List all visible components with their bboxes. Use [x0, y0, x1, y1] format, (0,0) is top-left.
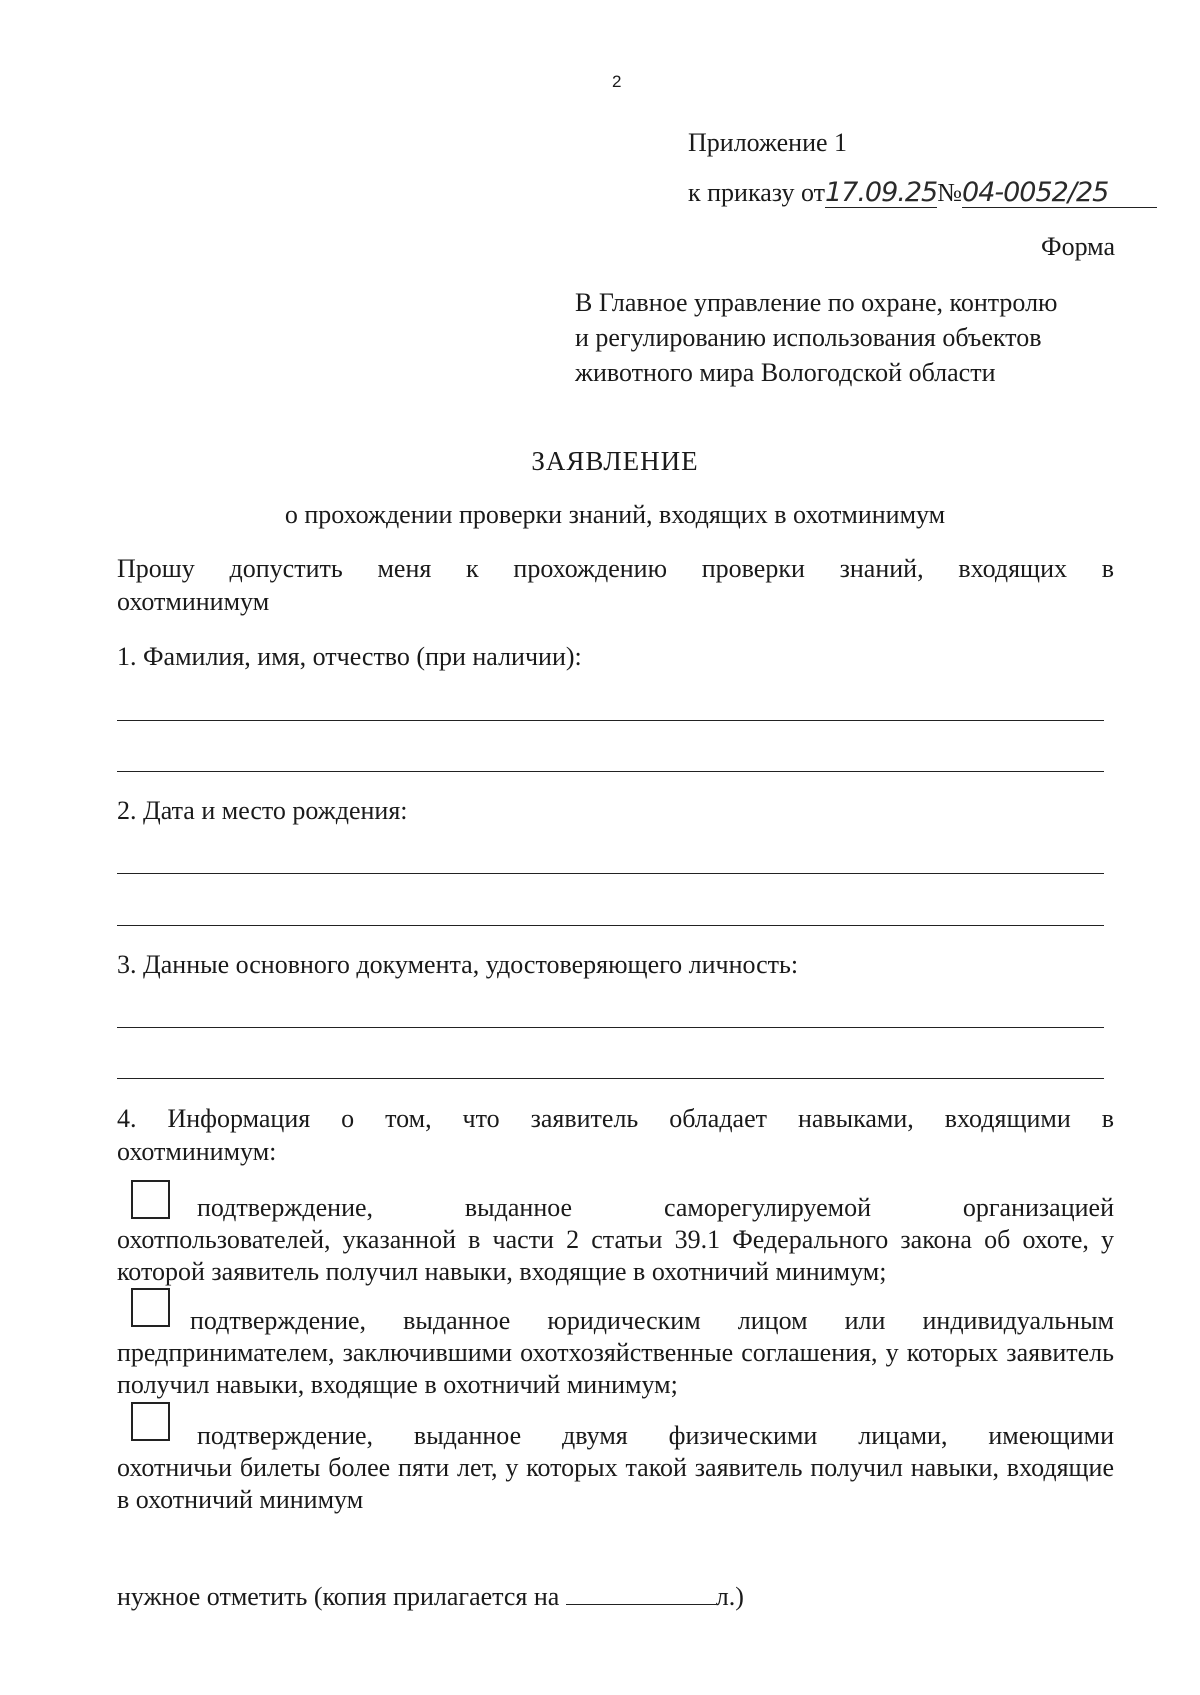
fill-line-fio-1[interactable] — [117, 720, 1104, 721]
section-4-line: охотминимум: — [117, 1137, 277, 1166]
section-4-label — [117, 1102, 1114, 1168]
section-2-label: 2. Дата и место рождения: — [117, 796, 408, 825]
intro-line: Прошу допустить меня к прохождению проверки знаний, входящих в — [117, 554, 1114, 583]
document-title: ЗАЯВЛЕНИЕ — [531, 446, 699, 476]
pages-count-field[interactable] — [566, 1580, 716, 1605]
section-4-line: 4. Информация о том, что заявитель обладает навыками, входящими в — [117, 1104, 1114, 1133]
addressee-block — [575, 285, 1115, 390]
section-1-label: 1. Фамилия, имя, отчество (при наличии): — [117, 642, 582, 671]
fill-line-birth-1[interactable] — [117, 873, 1104, 874]
option-2-first-line: подтверждение, выданное юридическим лицом или индивидуальным — [190, 1306, 1114, 1335]
note-suffix: л.) — [715, 1582, 744, 1611]
order-date-handwritten: 17.09.25 — [824, 177, 938, 208]
fill-line-id-doc-2[interactable] — [117, 1078, 1104, 1079]
number-sign: № — [937, 178, 963, 207]
option-2 — [117, 1305, 1114, 1401]
intro-paragraph — [117, 552, 1114, 618]
order-number-handwritten: 04-0052/25 — [962, 179, 1157, 208]
order-reference — [688, 178, 1157, 208]
option-3-first-line: подтверждение, выданное двумя физическими лицами, имеющими — [197, 1421, 1114, 1450]
option-3-text: охотничьи билеты более пяти лет, у которых такой заявитель получил навыки, входящие в охотничий минимум — [117, 1453, 1114, 1514]
attachment-note — [117, 1580, 744, 1612]
option-2-text: предпринимателем, заключившими охотхозяйственные соглашения, у которых заявитель получил навыки, входящие в охотничий минимум; — [117, 1338, 1114, 1399]
option-1 — [117, 1192, 1114, 1288]
section-3-label: 3. Данные основного документа, удостоверяющего личность: — [117, 950, 799, 979]
note-prefix: нужное отметить (копия прилагается на — [117, 1582, 560, 1611]
fill-line-id-doc-1[interactable] — [117, 1027, 1104, 1028]
order-prefix: к приказу от — [688, 178, 825, 207]
addressee-line: В Главное управление по охране, контролю — [575, 288, 1058, 317]
appendix-label: Приложение 1 — [688, 128, 848, 157]
option-3 — [117, 1420, 1114, 1516]
document-subtitle: о прохождении проверки знаний, входящих в охотминимум — [284, 500, 946, 529]
option-1-text: охотпользователей, указанной в части 2 статьи 39.1 Федерального закона об охоте, у которой заявитель получил навыки, входящие в охотничий минимум; — [117, 1225, 1114, 1286]
page-number: 2 — [612, 72, 622, 91]
addressee-line: и регулированию использования объектов — [575, 323, 1042, 352]
fill-line-birth-2[interactable] — [117, 925, 1104, 926]
addressee-line: животного мира Вологодской области — [575, 358, 996, 387]
fill-line-fio-2[interactable] — [117, 771, 1104, 772]
option-1-first-line: подтверждение, выданное саморегулируемой организацией — [197, 1193, 1114, 1222]
intro-line: охотминимум — [117, 587, 270, 616]
form-label: Форма — [1041, 232, 1115, 261]
